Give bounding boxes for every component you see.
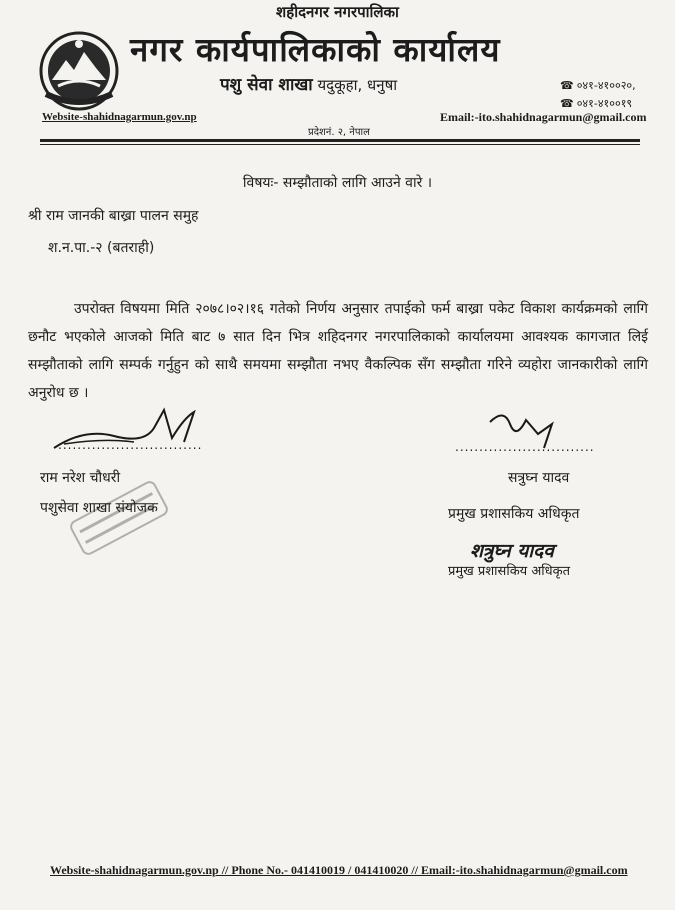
municipality-name: शहीदनगर नगरपालिका bbox=[276, 3, 399, 21]
phone-line-2 bbox=[560, 96, 632, 111]
footer-contact: Website-shahidnagarmun.gov.np // Phone No.- 041410019 / 041410020 // Email:-ito.shahidnagarmun@gmail.com bbox=[50, 863, 628, 877]
nepal-emblem-icon bbox=[38, 30, 120, 112]
office-title: नगर कार्यपालिकाको कार्यालय bbox=[130, 30, 501, 69]
province-text: प्रदेशनं. २, नेपाल bbox=[308, 127, 370, 138]
recipient-address: श.न.पा.-२ (बतराही) bbox=[48, 240, 155, 256]
office-stamp bbox=[64, 478, 174, 558]
letter-body: उपरोक्त विषयमा मिति २०७८।०२।१६ गतेको निर्णय अनुसार तपाईको फर्म बाख्रा पकेट विकाश कार्यक्रमको लागि छनौट भएकोले आजको मिति बाट ७ सात दिन भित्र शहिदनगर नगरपालिकाको कार्यालयमा आवश्यक कागजात लिई सम्झौताको लागि सम्पर्क गर्नुहुन को साथै समयमा सम्झौता नभए वैकल्पिक सँग सम्झौता गरिने व्यहोरा जानकारीको लागि अनुरोध छ । bbox=[28, 301, 648, 401]
right-signature-line: ............................. bbox=[455, 440, 595, 454]
phone-number-2: ०४१-४१००१९ bbox=[576, 97, 633, 110]
branch-line bbox=[220, 72, 397, 95]
right-signatory-title: प्रमुख प्रशासकिय अधिकृत bbox=[448, 506, 580, 522]
phone-line-1 bbox=[560, 78, 636, 93]
name-stamp: शत्रुघ्न यादव bbox=[470, 540, 554, 562]
phone-number-1: ०४१-४१००२०, bbox=[576, 79, 636, 92]
branch-location: यदुकूहा, धनुषा bbox=[317, 76, 398, 94]
header-rule-thin bbox=[40, 144, 640, 145]
left-signatory-name: राम नरेश चौधरी bbox=[40, 470, 121, 486]
phone-icon: ☎ bbox=[560, 79, 574, 92]
left-signatory-title: पशुसेवा शाखा संयोजक bbox=[40, 500, 158, 516]
letter-subject: विषयः- सम्झौताको लागि आउने वारे । bbox=[242, 175, 433, 191]
name-stamp-title: प्रमुख प्रशासकिय अधिकृत bbox=[448, 564, 571, 579]
right-signatory-name: सत्रुघ्न यादव bbox=[508, 470, 570, 486]
header-rule-thick bbox=[40, 139, 640, 142]
left-signature-line: .............................. bbox=[58, 438, 203, 452]
email-address[interactable]: Email:-ito.shahidnagarmun@gmail.com bbox=[440, 110, 647, 124]
recipient-name: श्री राम जानकी बाख्रा पालन समुह bbox=[28, 208, 199, 224]
phone-icon: ☎ bbox=[560, 97, 574, 110]
website-link[interactable]: Website-shahidnagarmun.gov.np bbox=[42, 111, 197, 123]
branch-name: पशु सेवा शाखा bbox=[220, 75, 313, 95]
